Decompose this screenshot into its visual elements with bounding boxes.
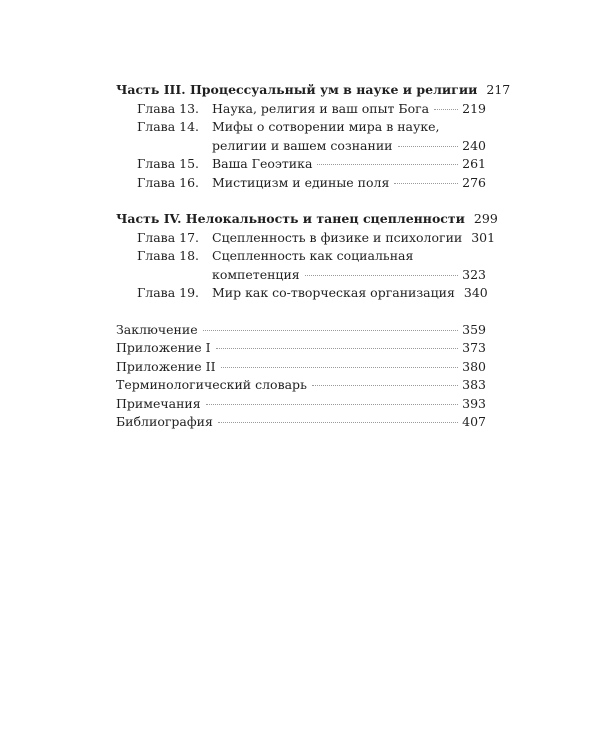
chapter-title: Наука, религия и ваш опыт Бога: [212, 100, 430, 116]
chapter-number: Глава 18.: [137, 248, 200, 263]
dot-leader: [394, 183, 458, 184]
entry-title: Терминологический словарь: [116, 377, 307, 392]
entry-title: Приложение I: [116, 340, 211, 355]
page-number: 373: [462, 340, 486, 355]
toc-entry-chapter-17: [116, 229, 496, 248]
page-number: 383: [462, 377, 486, 392]
toc-entry-chapter-14: [116, 118, 486, 155]
page-number: 340: [463, 285, 488, 300]
chapter-title: Сцепленность как социальная: [212, 248, 414, 263]
toc-entry-conclusion: [116, 321, 486, 340]
entry-title: Заключение: [116, 321, 198, 337]
page-number: 276: [462, 174, 486, 190]
page-number: 407: [462, 414, 486, 429]
chapter-number: Глава 13.: [137, 100, 200, 116]
page-number: 217: [486, 82, 511, 97]
chapter-number: Глава 15.: [137, 156, 200, 171]
page-number: 219: [462, 100, 486, 116]
toc-entry-glossary: [116, 376, 486, 395]
dot-leader: [221, 367, 459, 368]
entry-title: Библиография: [116, 414, 213, 429]
toc-entry-bibliography: [116, 413, 486, 432]
dot-leader: [305, 275, 458, 276]
part-heading-3: [116, 81, 511, 100]
toc-entry-appendix-2: [116, 358, 486, 377]
dot-leader: [398, 146, 459, 147]
dot-leader: [216, 348, 459, 349]
chapter-title: Сцепленность в физике и психологии: [212, 229, 463, 245]
dot-leader: [312, 385, 458, 386]
page-number: 299: [473, 211, 498, 226]
toc-entry-appendix-1: [116, 339, 486, 358]
part-title: Часть IV. Нелокальность и танец сцепленности: [116, 211, 465, 226]
toc-entry-notes: [116, 395, 486, 414]
dot-leader: [203, 330, 459, 331]
dot-leader: [434, 109, 458, 110]
toc-entry-chapter-18: [116, 247, 486, 284]
toc-entry-chapter-15: [116, 155, 486, 174]
part-heading-4: [116, 210, 498, 229]
toc-entry-chapter-13: [116, 100, 486, 119]
part-title: Часть III. Процессуальный ум в науке и религии: [116, 82, 478, 97]
dot-leader: [218, 422, 458, 423]
dot-leader: [317, 164, 458, 165]
chapter-title: Мифы о сотворении мира в науке,: [212, 119, 440, 134]
entry-title: Приложение II: [116, 358, 216, 374]
chapter-number: Глава 16.: [137, 174, 200, 190]
entry-title: Примечания: [116, 395, 201, 411]
page-number: 323: [462, 266, 486, 282]
page-number: 359: [462, 321, 486, 337]
toc-entry-chapter-19: [116, 284, 486, 303]
chapter-number: Глава 19.: [137, 285, 200, 300]
page-number: 393: [462, 395, 486, 411]
page-number: 380: [462, 358, 486, 374]
table-of-contents: [116, 81, 511, 432]
chapter-number: Глава 17.: [137, 229, 200, 245]
page-number: 240: [462, 137, 486, 153]
chapter-title: Мистицизм и единые поля: [212, 174, 390, 190]
chapter-number: Глава 14.: [137, 119, 200, 134]
dot-leader: [206, 404, 459, 405]
page-number: 261: [462, 156, 486, 171]
toc-entry-chapter-16: [116, 174, 486, 193]
chapter-title: Ваша Геоэтика: [212, 156, 313, 171]
page-number: 301: [471, 229, 496, 245]
chapter-title: Мир как со-творческая организация: [212, 285, 455, 300]
chapter-title-continued: компетенция: [212, 266, 300, 282]
chapter-title-continued: религии и вашем сознании: [212, 137, 393, 153]
